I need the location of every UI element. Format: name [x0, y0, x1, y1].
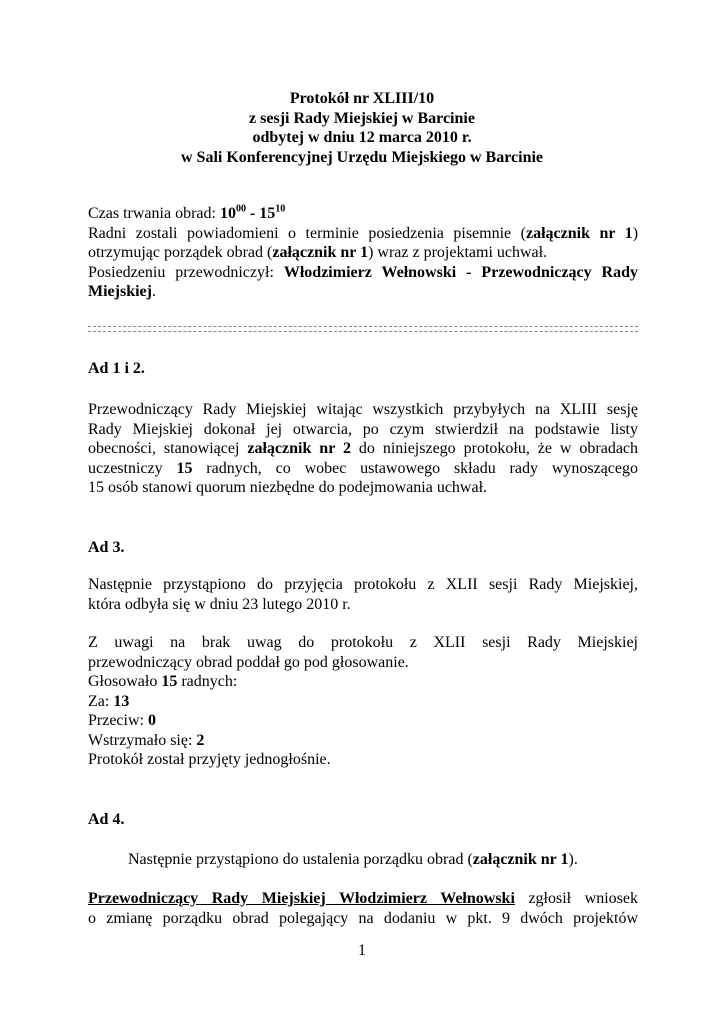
section-divider	[88, 326, 638, 332]
ad3-line-4: przewodniczący obrad poddał go pod głosowanie.	[88, 653, 409, 671]
ad3-line-2: która odbyła się w dniu 23 lutego 2010 r.	[88, 595, 351, 613]
heading-ad-4: Ad 4.	[88, 811, 125, 828]
ad12-line-2: Rady Miejskiej dokonał jej otwarcia, po czym stwierdził na podstawie listy	[88, 420, 638, 438]
ad4-line-1: Następnie przystąpiono do ustalenia porządku obrad (załącznik nr 1).	[128, 851, 578, 868]
ad12-line-5: 15 osób stanowi quorum niezbędne do podejmowania uchwał.	[88, 479, 488, 496]
title-line-3: odbytej w dniu 12 marca 2010 r.	[252, 129, 472, 146]
vote-abstain: Wstrzymało się: 2	[88, 731, 205, 749]
intro-line-2: Radni zostali powiadomieni o terminie posiedzenia pisemnie (załącznik nr 1)	[88, 224, 639, 242]
ad4-line-2: Przewodniczący Rady Miejskiej Włodzimierz Wełnowski zgłosił wniosek	[88, 890, 639, 907]
title-line-2: z sesji Rady Miejskiej w Barcinie	[249, 109, 475, 127]
session-time: Czas trwania obrad: $10^{00} - 15^{10}$	[88, 203, 286, 222]
ad3-line-3: Z uwagi na brak uwag do protokołu z XLII sesji Rady Miejskiej	[88, 634, 638, 651]
ad12-line-3: obecności, stanowiącej załącznik nr 2 do niniejszego protokołu, że w obradach	[88, 440, 639, 457]
vote-for: Za: 13	[88, 692, 130, 710]
ad3-line-1: Następnie przystąpiono do przyjęcia protokołu z XLII sesji Rady Miejskiej,	[88, 576, 638, 593]
title-line-4: w Sali Konferencyjnej Urzędu Miejskiego w Barcinie	[180, 148, 544, 166]
page-number: 1	[358, 942, 366, 959]
ad12-line-1: Przewodniczący Rady Miejskiej witając wszystkich przybyłych na XLIII sesję	[88, 401, 638, 418]
intro-line-4: Posiedzeniu przewodniczył: Włodzimierz Wełnowski - Przewodniczący Rady	[88, 263, 638, 281]
ad12-line-4: uczestniczy 15 radnych, co wobec ustawowego składu rady wynoszącego	[88, 459, 639, 477]
intro-line-3: otrzymując porządek obrad (załącznik nr 1) wraz z projektami uchwał.	[88, 244, 548, 261]
intro-line-5: Miejskiej.	[88, 283, 156, 300]
vote-result: Protokół został przyjęty jednogłośnie.	[88, 751, 331, 768]
heading-ad-1-2: Ad 1 i 2.	[88, 360, 145, 377]
ad4-line-3: o zmianę porządku obrad polegający na dodaniu w pkt. 9 dwóch projektów	[88, 909, 638, 927]
vote-against: Przeciw: 0	[88, 712, 156, 729]
vote-total: Głosowało 15 radnych:	[88, 673, 238, 690]
title-line-1: Protokół nr XLIII/10	[289, 90, 435, 107]
heading-ad-3: Ad 3.	[88, 539, 125, 556]
